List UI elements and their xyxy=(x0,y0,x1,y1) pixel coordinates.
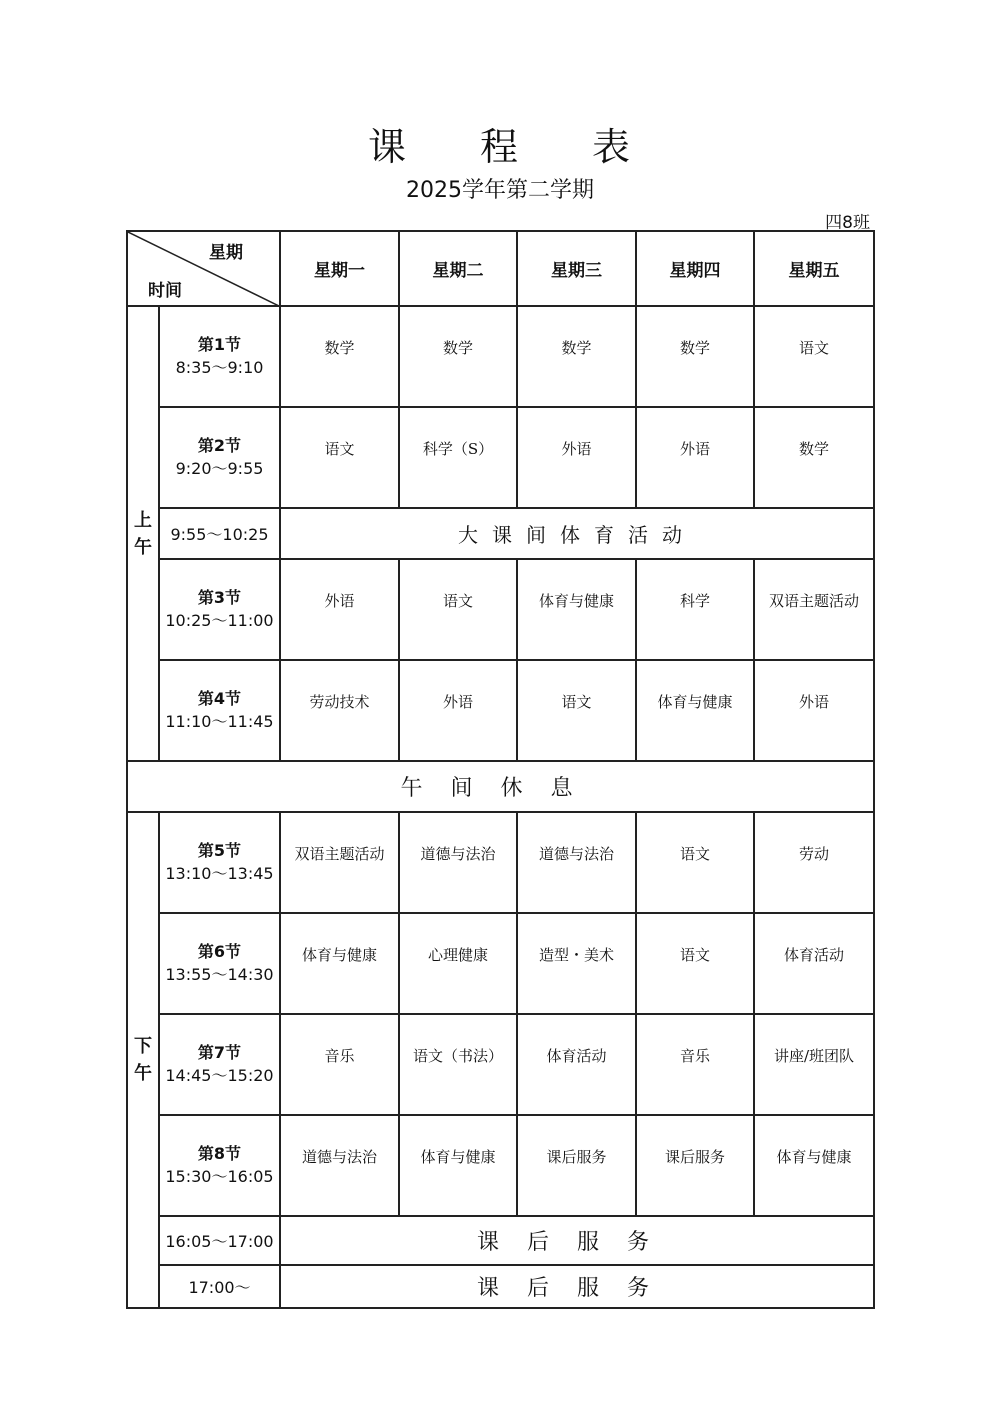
header-row xyxy=(127,231,874,306)
subject: 讲座/班团队 xyxy=(773,1047,855,1065)
after-school-row xyxy=(127,1216,874,1265)
period-name: 第6节 xyxy=(197,942,242,962)
subject: 科学（S） xyxy=(422,440,494,458)
subject-cell xyxy=(517,1014,636,1115)
period-label xyxy=(159,812,280,913)
subject-cell xyxy=(517,660,636,761)
subject-cell xyxy=(754,306,874,407)
subject: 心理健康 xyxy=(427,946,488,964)
subject-cell xyxy=(399,559,517,660)
period-time: 10:25～11:00 xyxy=(165,610,274,630)
corner-time-label: 时间 xyxy=(148,281,182,301)
subject-cell xyxy=(399,812,517,913)
subject-cell xyxy=(754,913,874,1014)
subject: 数学 xyxy=(561,339,592,357)
subject-cell xyxy=(280,407,399,508)
subject: 数学 xyxy=(324,339,355,357)
period-label xyxy=(159,407,280,508)
subject: 道德与法治 xyxy=(301,1148,377,1166)
subject-cell xyxy=(517,407,636,508)
subject: 科学 xyxy=(679,592,710,610)
after-school-row xyxy=(127,1265,874,1308)
subject-cell xyxy=(280,306,399,407)
afternoon-label xyxy=(127,812,159,1308)
subject: 外语 xyxy=(679,440,710,458)
day-header: 星期三 xyxy=(517,231,636,306)
period-name: 第8节 xyxy=(197,1144,242,1164)
subject-cell xyxy=(754,559,874,660)
subject-cell xyxy=(399,913,517,1014)
period-time: 15:30～16:05 xyxy=(165,1166,274,1186)
semester-subtitle: 2025学年第二学期 xyxy=(406,178,594,203)
corner-cell xyxy=(127,231,280,306)
subject-cell xyxy=(517,306,636,407)
subject: 劳动技术 xyxy=(309,693,370,711)
day-header: 星期二 xyxy=(399,231,517,306)
period-row xyxy=(127,913,874,1014)
subject: 数学 xyxy=(442,339,473,357)
subject: 劳动 xyxy=(798,845,829,863)
period-name: 第3节 xyxy=(197,588,242,608)
subject: 语文 xyxy=(679,845,710,863)
subject-cell xyxy=(399,1115,517,1216)
after-school-time: 16:05～17:00 xyxy=(159,1216,280,1265)
period-row xyxy=(127,1115,874,1216)
period-row xyxy=(127,559,874,660)
period-label xyxy=(159,559,280,660)
page-title xyxy=(0,116,1000,171)
subject: 体育与健康 xyxy=(420,1148,496,1166)
lunch-row xyxy=(127,761,874,812)
title-char: 课 xyxy=(367,125,408,169)
subject: 体育与健康 xyxy=(301,946,377,964)
subject: 体育与健康 xyxy=(538,592,614,610)
period-label xyxy=(159,306,280,407)
subject: 数学 xyxy=(679,339,710,357)
subject: 语文 xyxy=(324,440,355,458)
subject: 语文 xyxy=(679,946,710,964)
subject: 造型・美术 xyxy=(538,946,614,964)
subject-cell xyxy=(399,660,517,761)
subject: 外语 xyxy=(442,693,473,711)
subject-cell xyxy=(280,812,399,913)
big-break-label: 大课间体育活动 xyxy=(280,508,874,559)
subject: 外语 xyxy=(324,592,355,610)
subject-cell xyxy=(517,559,636,660)
period-label xyxy=(159,913,280,1014)
day-header: 星期一 xyxy=(280,231,399,306)
subject: 课后服务 xyxy=(664,1148,725,1166)
subject: 外语 xyxy=(798,693,829,711)
class-label: 四8班 xyxy=(825,213,870,233)
after-school-label: 课后服务 xyxy=(280,1216,874,1265)
morning-char: 午 xyxy=(134,536,152,558)
subject-cell xyxy=(280,559,399,660)
period-time: 8:35～9:10 xyxy=(175,357,264,377)
subject: 体育与健康 xyxy=(776,1148,852,1166)
subject-cell xyxy=(754,660,874,761)
subject-cell xyxy=(636,913,754,1014)
period-time: 11:10～11:45 xyxy=(165,711,274,731)
corner-weekday-label: 星期 xyxy=(209,243,243,263)
subject-cell xyxy=(636,306,754,407)
afternoon-char: 下 xyxy=(134,1036,152,1057)
period-row xyxy=(127,306,874,407)
subject: 音乐 xyxy=(324,1047,355,1065)
subject-cell xyxy=(636,1115,754,1216)
afternoon-char: 午 xyxy=(134,1063,152,1084)
subject: 体育活动 xyxy=(546,1047,607,1065)
subject-cell xyxy=(517,812,636,913)
period-name: 第5节 xyxy=(197,841,242,861)
subject-cell xyxy=(636,1014,754,1115)
day-header: 星期四 xyxy=(636,231,754,306)
lunch-label: 午间休息 xyxy=(127,761,874,812)
subject-cell xyxy=(399,1014,517,1115)
subject-cell xyxy=(280,1115,399,1216)
subject: 语文 xyxy=(798,339,829,357)
period-label xyxy=(159,660,280,761)
morning-label xyxy=(127,306,159,761)
big-break-time: 9:55～10:25 xyxy=(159,508,280,559)
period-time: 13:10～13:45 xyxy=(165,863,274,883)
subject: 语文 xyxy=(442,592,473,610)
day-header: 星期五 xyxy=(754,231,874,306)
title-char: 程 xyxy=(479,125,520,169)
period-time: 13:55～14:30 xyxy=(165,964,274,984)
after-school-label: 课后服务 xyxy=(280,1265,874,1308)
title-char: 表 xyxy=(592,125,633,169)
subject-cell xyxy=(754,1014,874,1115)
morning-char: 上 xyxy=(134,509,152,531)
subject-cell xyxy=(636,559,754,660)
subject: 语文 xyxy=(561,693,592,711)
subject-cell xyxy=(754,407,874,508)
period-row xyxy=(127,812,874,913)
subject-cell xyxy=(280,913,399,1014)
subject: 语文（书法） xyxy=(412,1047,503,1065)
period-label xyxy=(159,1115,280,1216)
subject-cell xyxy=(754,812,874,913)
period-name: 第2节 xyxy=(197,436,242,456)
subject: 体育与健康 xyxy=(657,693,733,711)
period-label xyxy=(159,1014,280,1115)
subject-cell xyxy=(754,1115,874,1216)
period-row xyxy=(127,407,874,508)
subject-cell xyxy=(636,660,754,761)
subject: 双语主题活动 xyxy=(768,592,859,610)
subject-cell xyxy=(280,660,399,761)
subject-cell xyxy=(399,407,517,508)
subject: 数学 xyxy=(798,440,829,458)
timetable xyxy=(126,230,875,1309)
subject-cell xyxy=(517,913,636,1014)
period-row xyxy=(127,660,874,761)
subject: 道德与法治 xyxy=(538,845,614,863)
subject-cell xyxy=(280,1014,399,1115)
subject: 双语主题活动 xyxy=(294,845,385,863)
subject-cell xyxy=(636,812,754,913)
after-school-time: 17:00～ xyxy=(159,1265,280,1308)
period-name: 第1节 xyxy=(197,335,242,355)
subject: 外语 xyxy=(561,440,592,458)
period-name: 第4节 xyxy=(197,689,242,709)
subject: 音乐 xyxy=(679,1047,710,1065)
period-row xyxy=(127,1014,874,1115)
period-name: 第7节 xyxy=(197,1043,242,1063)
subject-cell xyxy=(636,407,754,508)
period-time: 9:20～9:55 xyxy=(175,458,264,478)
subject-cell xyxy=(517,1115,636,1216)
period-time: 14:45～15:20 xyxy=(165,1065,274,1085)
subject: 课后服务 xyxy=(546,1148,607,1166)
subject: 体育活动 xyxy=(783,946,844,964)
big-break-row xyxy=(127,508,874,559)
subject: 道德与法治 xyxy=(420,845,496,863)
subject-cell xyxy=(399,306,517,407)
